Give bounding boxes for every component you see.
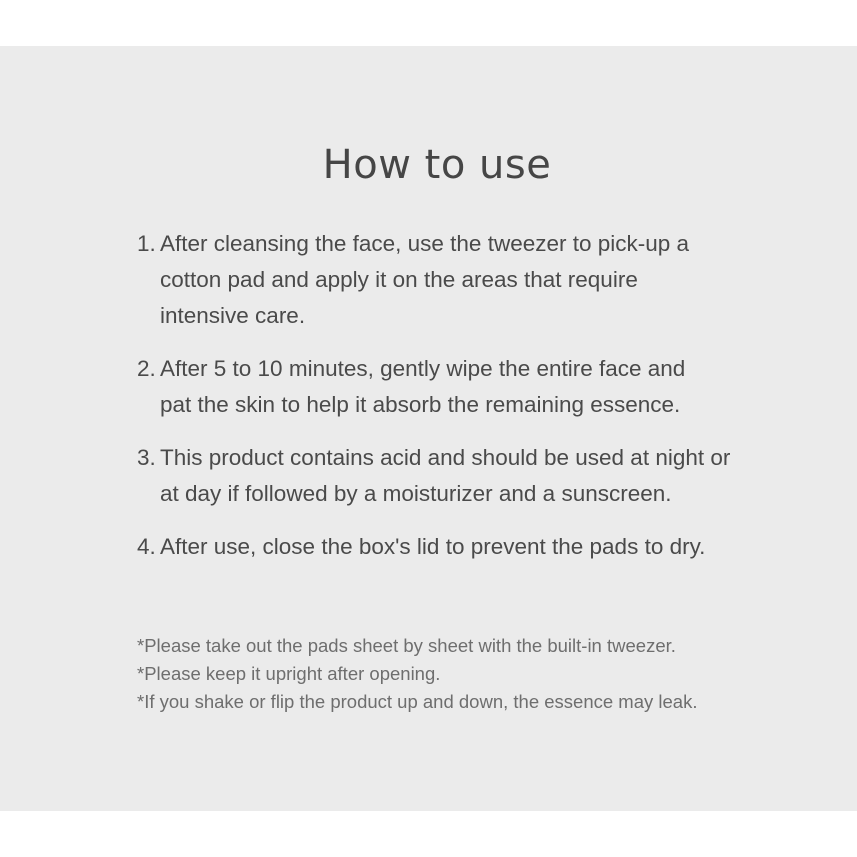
step-text: After cleansing the face, use the tweezer to pick-up a cotton pad and apply it on the areas that require intensive care. bbox=[160, 231, 690, 328]
step-number: 3. bbox=[137, 445, 156, 470]
caution-note-1: *Please take out the pads sheet by sheet with the built-in tweezer. bbox=[137, 635, 676, 656]
caution-notes bbox=[137, 632, 837, 716]
step-text: This product contains acid and should be used at night or at day if followed by a moisturizer and a sunscreen. bbox=[160, 445, 731, 506]
step-text: After use, close the box's lid to prevent the pads to dry. bbox=[160, 534, 706, 559]
step-number: 4. bbox=[137, 534, 156, 559]
instruction-step-4 bbox=[137, 529, 837, 565]
caution-note-2: *Please keep it upright after opening. bbox=[137, 663, 441, 684]
step-number: 1. bbox=[137, 231, 156, 256]
instruction-step-1 bbox=[137, 226, 837, 334]
page-title: How to use bbox=[322, 142, 552, 188]
caution-note-3: *If you shake or flip the product up and down, the essence may leak. bbox=[137, 691, 698, 712]
step-number: 2. bbox=[137, 356, 156, 381]
step-text: After 5 to 10 minutes, gently wipe the entire face and pat the skin to help it absorb the remaining essence. bbox=[160, 356, 686, 417]
instruction-steps bbox=[137, 226, 837, 582]
instruction-step-2 bbox=[137, 351, 837, 423]
instruction-step-3 bbox=[137, 440, 837, 512]
